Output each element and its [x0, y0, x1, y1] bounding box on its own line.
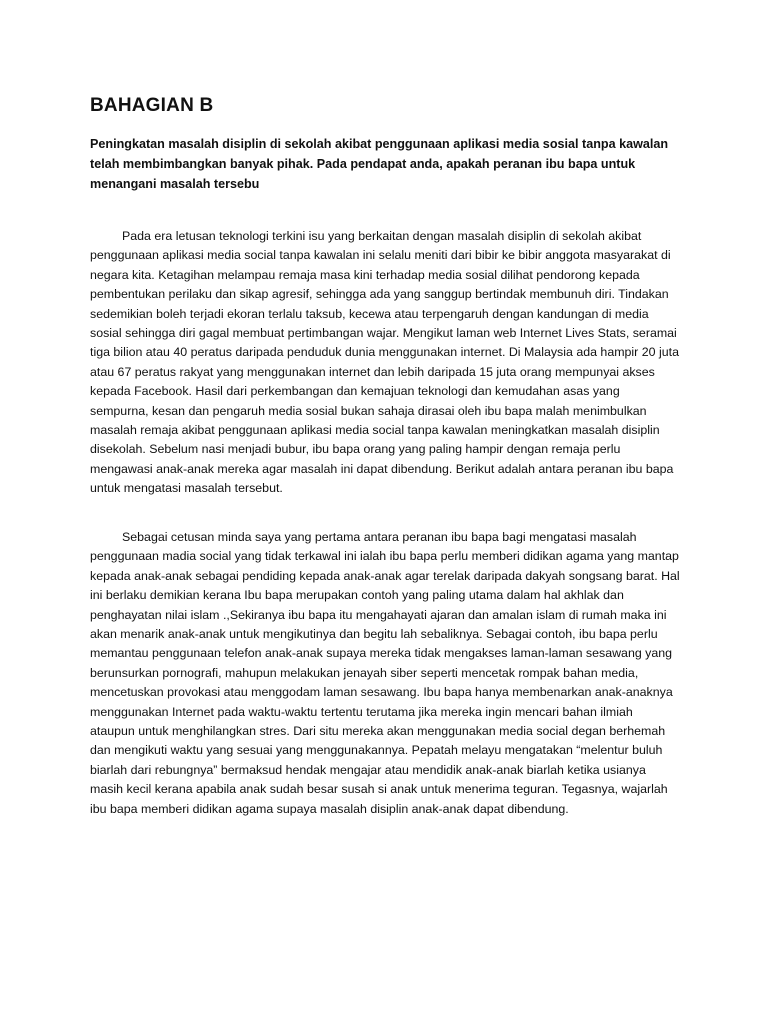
paragraph-introduction: Pada era letusan teknologi terkini isu yang berkaitan dengan masalah disiplin di sekolah akibat penggunaan aplikasi media social tanpa kawalan ini selalu meniti dari bibir ke bibir anggota masyarakat di negara kita. Ketagihan melampau remaja masa kini terhadap media sosial dilihat pendorong kepada pembentukan perilaku dan sikap agresif, sehingga ada yang sanggup bertindak membunuh diri. Tindakan sedemikian boleh terjadi ekoran terlalu taksub, kecewa atau terpengaruh dengan kandungan di media sosial sehingga diri gagal membuat pertimbangan wajar. Mengikut laman web Internet Lives Stats, seramai tiga bilion atau 40 peratus daripada penduduk dunia menggunakan internet. Di Malaysia ada hampir 20 juta atau 67 peratus rakyat yang menggunakan internet dan lebih daripada 15 juta orang mempunyai akses kepada Facebook. Hasil dari perkembangan dan kemajuan teknologi dan kemudahan asas yang sempurna, kesan dan pengaruh media sosial bukan sahaja dirasai oleh ibu bapa malah menimbulkan masalah remaja akibat penggunaan aplikasi media social tanpa kawalan meningkatkan masalah disiplin disekolah. Sebelum nasi menjadi bubur, ibu bapa orang yang paling hampir dengan remaja perlu mengawasi anak-anak mereka agar masalah ini dapat dibendung. Berikut adalah antara peranan ibu bapa untuk mengatasi masalah tersebut.: [90, 229, 679, 496]
section-heading: BAHAGIAN B: [90, 95, 214, 116]
paragraph-first-point: Sebagai cetusan minda saya yang pertama antara peranan ibu bapa bagi mengatasi masalah penggunaan madia social yang tidak terkawal ini ialah ibu bapa perlu memberi didikan agama yang mantap kepada anak-anak sebagai pendiding kepada anak-anak agar terelak daripada dakyah songsang barat. Hal ini berlaku demikian kerana Ibu bapa merupakan contoh yang paling utama dalam hal akhlak dan penghayatan nilai islam .,Sekiranya ibu bapa itu mengahayati ajaran dan amalan islam di rumah maka ini akan menarik anak-anak untuk mengikutinya dan begitu lah sebaliknya. Sebagai contoh, ibu bapa perlu memantau penggunaan telefon anak-anak supaya mereka tidak mengakses laman-laman sesawang yang berunsurkan pornografi, mahupun melakukan jenayah siber seperti mencetak rompak bahan media, mencetuskan provokasi atau menggodam laman sesawang. Ibu bapa hanya membenarkan anak-anaknya menggunakan Internet pada waktu-waktu tertentu terutama jika mereka ingin mencari bahan ilmiah ataupun untuk menghilangkan stres. Dari situ mereka akan menggunakan media social degan berhemah dan mengikuti waktu yang sesuai yang menggunakannya. Pepatah melayu mengatakan “melentur buluh biarlah dari rebungnya” bermaksud hendak mengajar atau mendidik anak-anak biarlah ketika usianya masih kecil kerana apabila anak sudah besar susah si anak untuk menerima teguran. Tegasnya, wajarlah ibu bapa memberi didikan agama supaya masalah disiplin anak-anak dapat dibendung.: [90, 530, 680, 816]
essay-question: Peningkatan masalah disiplin di sekolah akibat penggunaan aplikasi media sosial tanpa kawalan telah membimbangkan banyak pihak. Pada pendapat anda, apakah peranan ibu bapa untuk menangani masalah tersebu: [90, 137, 669, 191]
